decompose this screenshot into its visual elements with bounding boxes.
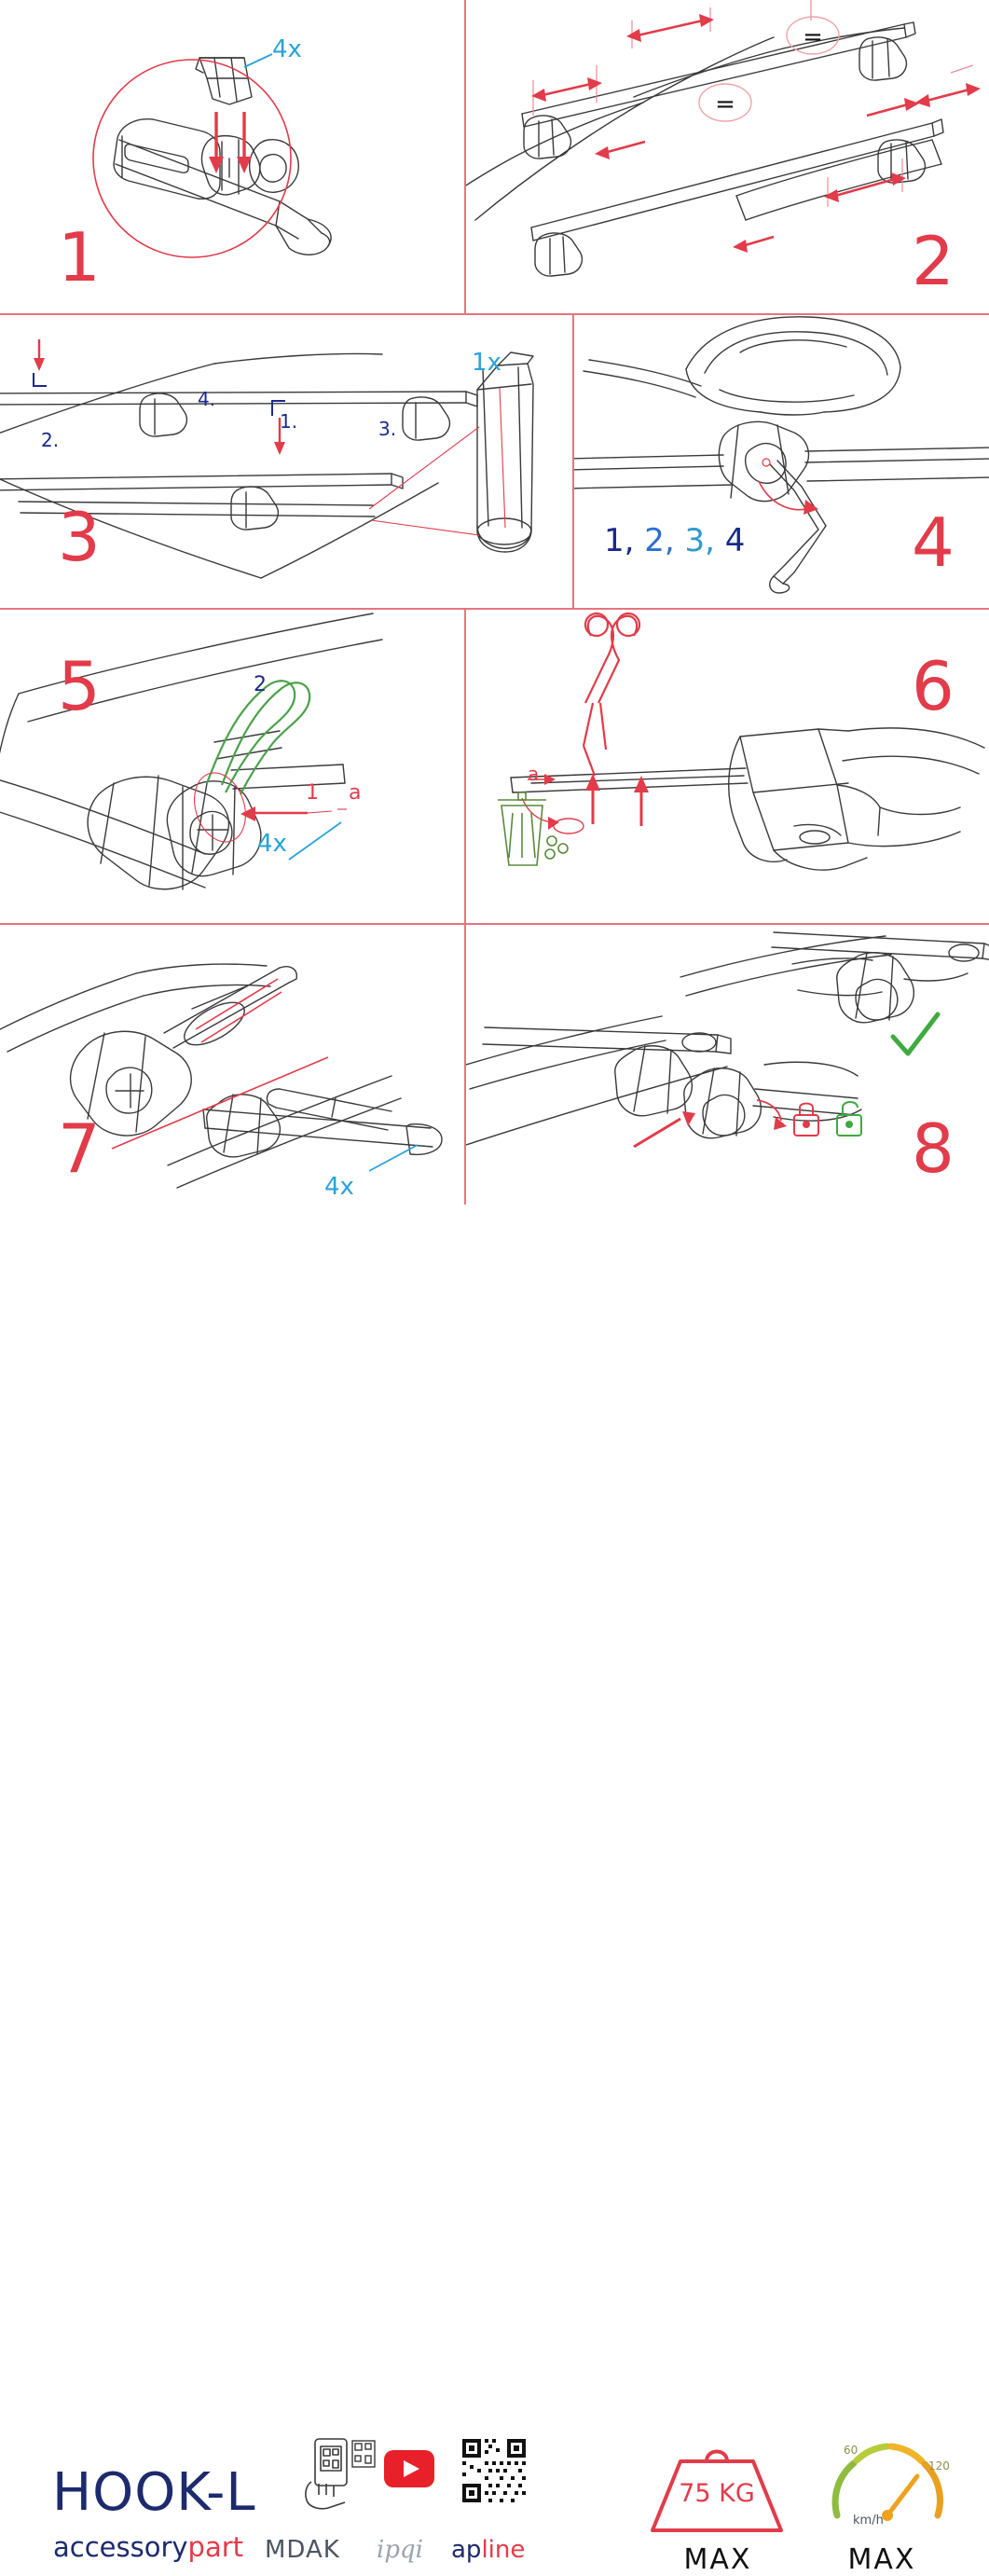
speed-unit: km/h [853,2514,884,2528]
step-number-7: 7 [58,1109,101,1188]
brand-sub-accessory: accessory [53,2531,188,2563]
callout-1-step5: 1 [306,781,319,805]
youtube-icon[interactable] [384,2450,434,2487]
svg-text:=: = [715,90,735,118]
svg-text:=: = [803,23,823,51]
qr-scan-phone-icon [300,2437,378,2512]
step-number-5: 5 [58,647,101,725]
logo-mdak: MDAK [265,2536,340,2564]
seq-4: 4 [724,522,746,559]
speed-max-label: MAX [847,2543,916,2576]
step-number-3: 3 [58,498,101,576]
logo-ipqi: ipqi [377,2536,423,2564]
callout-1x-step3: 1x [472,349,501,377]
panel-step-6-illustration [466,610,989,923]
logo-apline [451,2536,525,2564]
brand-title: HOOK-L [52,2462,256,2523]
callout-order-4-step3: 4. [198,388,216,410]
callout-a-step5: a [349,781,362,805]
callout-a-step6: a [528,763,540,785]
panel-step-8-illustration [466,925,989,1205]
callout-order-2-step3: 2. [41,429,60,451]
seq-3: 3, [684,522,715,559]
weight-max-label: MAX [683,2543,752,2576]
brand-sub-part: part [187,2531,244,2563]
callout-4x-step1: 4x [272,35,302,63]
logo-apline-part-a: ap [451,2536,482,2564]
callout-4x-step5: 4x [257,830,287,858]
footer [0,1208,989,2576]
step-number-8: 8 [912,1109,955,1188]
step-number-1: 1 [58,218,101,296]
step-number-4: 4 [912,503,955,582]
step-number-6: 6 [912,647,955,725]
step4-sequence [604,522,745,559]
seq-2: 2, [644,522,675,559]
panel-step-2-illustration [466,0,989,313]
qr-code-icon [460,2437,528,2504]
callout-order-3-step3: 3. [378,418,397,440]
brand-subtitle [53,2531,243,2563]
callout-2-step5: 2 [254,673,267,696]
speed-tick-60: 60 [844,2444,859,2457]
logo-apline-part-b: line [481,2536,526,2564]
callout-order-1-step3: 1. [280,410,298,433]
callout-4x-step7: 4x [324,1173,354,1201]
weight-value: 75 KG [679,2479,755,2508]
step-number-2: 2 [912,222,955,300]
speed-tick-120: 120 [928,2459,950,2473]
seq-1: 1, [604,522,635,559]
